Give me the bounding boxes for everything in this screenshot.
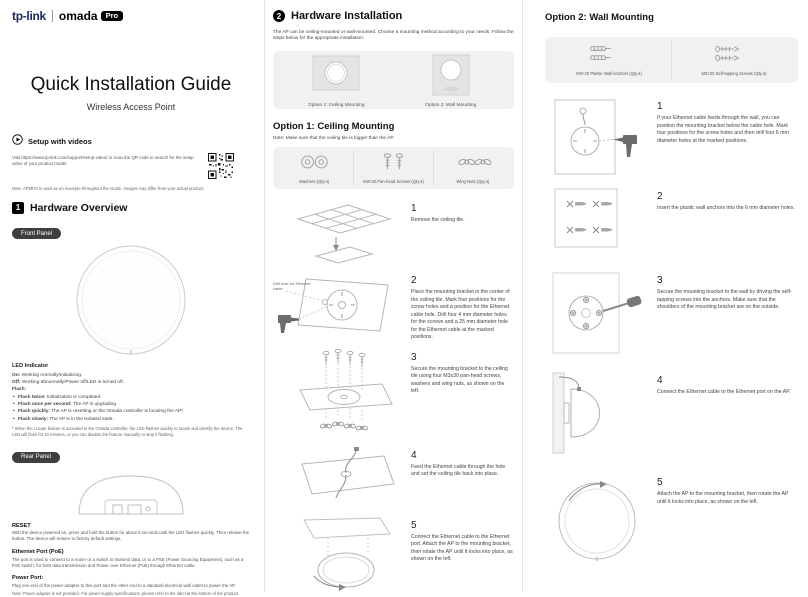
led-bullet-text: The AP is in the isolated state. [48,416,114,422]
ceiling-step-2-diagram [273,271,403,342]
wall-step-2 [545,187,798,249]
wall-step-1 [545,97,798,177]
led-bullet-label: Flash slowly: [18,416,49,422]
step-text: Connect the Ethernet cable to the Ethernet port. Attach the AP to the mounting bracket, then rotate the AP until it locks into place, as shown on the left. [411,533,513,563]
led-line-label: On: [12,372,21,378]
wall-anchors-icon [579,44,639,69]
led-heading: LED Indicator [12,363,49,370]
step-number: 2 [411,274,417,286]
ceiling-mounting-caption: Option 1: Ceiling Mounting [307,103,365,109]
step-number: 5 [657,477,663,488]
section-1-heading [12,202,250,214]
brand-header [12,8,250,24]
reset-block [12,523,250,542]
pan-head-screws-caption: M3×30 Pan-head Screws (Qty.4) [363,178,424,184]
led-line-label: Off: [12,379,21,385]
step-number: 5 [411,519,417,531]
ceiling-step-4 [273,446,514,510]
step-text: If your Ethernet cable feeds through the wall, you can position the mounting bracket below the cable hole. Mark four positions for the screw holes and then drill four 6 mm diameter holes at the marked positions. [657,115,789,144]
led-footnote: * When the Locate feature is activated in the Omada controller, the LED flashes quickly to locate and identify the device. The LED will flash for 10 minutes, or you can disable the feature manually to stop it flashing. [12,425,243,437]
option1-note: Note: Make sure that the ceiling tile is bigger than the AP. [273,135,395,141]
reset-body: With the device powered on, press and hold the button for about 5 seconds until the LED flashes quickly. Then release the button. The device will restore to factory default settings. [12,530,250,542]
led-line [12,387,250,393]
omada-logo: omada [58,9,98,23]
wing-nuts-icon [451,152,495,177]
section-1-number-badge: 1 [12,202,24,214]
wall-step-1-diagram [545,97,649,177]
step-number: 4 [411,449,417,461]
ethernet-port-block [12,549,250,568]
right-column [523,0,808,592]
led-line-text: Working abnormally/Power off/LED is turned off. [20,379,124,385]
setup-videos-heading: Setup with videos [28,136,92,146]
wall-step-3-diagram [545,271,649,355]
step-text: Place the mounting bracket in the center of the ceiling tile. Mark four positions for the screw holes and a position for the Ethernet cable hole. Drill four 4 mm diameter holes for the screws and a 25 mm diameter hole for the Ethernet cable at the marked positions. [411,288,510,341]
section-2-heading [273,10,514,22]
led-bullet-text: The AP is resetting or the Omada controller is locating the AP*. [50,409,185,415]
tp-link-logo: tp-link [12,9,46,23]
led-bullet-label: Flash twice: [18,394,46,400]
ceiling-parts-box [273,147,514,189]
step-text: Secure the mounting bracket to the ceiling tile using four M3x30 pan-head screws, washers and wing nuts, as shown on the left. [411,365,508,395]
setup-videos-body-row [12,153,250,184]
led-bullet-text: The AP is upgrading. [71,401,118,407]
washers-part [275,151,353,185]
setup-note: Note: AP9670 is used as an example throughout the Guide. Images may differ from your actual product. [12,186,205,191]
power-port-heading: Power Port: [12,575,44,582]
ceiling-step-1 [273,199,514,265]
step-number: 4 [657,375,663,386]
rear-panel-diagram [12,469,250,519]
led-bullet-label: Flash quickly: [18,409,50,415]
ceiling-step-4-diagram [273,446,403,510]
middle-column [265,0,522,592]
step-text: Insert the plastic wall anchors into the 6 mm diameter holes. [657,205,795,211]
wing-nuts-caption: Wing Nuts (Qty.4) [456,178,490,184]
section-2-number-badge: 2 [273,10,285,22]
option2-title: Option 2: Wall Mounting [545,12,654,23]
mounting-options-box [273,51,514,109]
reset-heading: RESET [12,522,31,529]
wall-mounting-caption: Option 2: Wall Mounting [425,103,477,109]
wall-step-4 [545,371,798,455]
wall-step-5-diagram [545,473,649,565]
section-2-title: Hardware Installation [291,10,403,22]
led-bullet [12,395,250,401]
tapping-screws-part [671,41,796,79]
drill-hole-label: Drill hole for Ethernet cable [273,280,311,292]
power-port-note: Note: Power adapter is not provided. For power supply specifications, please refer to the label at the bottom of the product. [12,590,240,596]
step-text: Secure the mounting bracket to the wall by driving the self-tapping screws into the anchors. Make sure that the shoulders of the mounting bracket are on the outside. [657,289,792,311]
pan-head-screws-icon [371,152,415,177]
washers-icon [292,152,336,177]
ceiling-mounting-option [301,53,371,108]
ceiling-mounting-icon [301,53,371,102]
ceiling-step-3 [273,348,514,440]
ceiling-step-5 [273,516,514,594]
play-icon [12,132,23,150]
power-port-block [12,575,250,596]
wall-anchors-caption: M3×20 Plastic Wall Anchors (Qty.4) [576,71,642,76]
led-line [12,373,250,379]
front-panel-diagram [12,243,250,361]
ethernet-port-heading: Ethernet Port (PoE) [12,549,64,556]
pan-head-screws-part [353,151,432,185]
led-line-text: Working normally/Initializing. [20,372,83,378]
led-bullet [12,402,250,408]
ceiling-step-2 [273,271,514,342]
wall-step-2-diagram [545,187,649,249]
left-column [0,0,264,596]
wall-mounting-icon [416,53,486,102]
washers-caption: Washers (Qty.4) [299,178,330,184]
wing-nuts-part [433,151,512,185]
installation-intro: The AP can be ceiling-mounted or wall-mounted. Choose a mounting method according to your needs. Follow the steps below for the appropriate installation. [273,30,514,42]
option1-title: Option 1: Ceiling Mounting [273,120,395,132]
setup-videos-row [12,132,250,150]
wall-anchors-part [547,41,671,79]
wall-mounting-option [416,53,486,108]
logo-divider [52,10,53,22]
led-bullet-label: Flash once per second: [18,401,72,407]
step-text: Connect the Ethernet cable to the Ethernet port on the AP. [657,389,791,395]
qr-code [208,153,234,184]
led-line [12,380,250,386]
rear-panel-badge: Rear Panel [12,452,60,463]
wall-step-5 [545,473,798,565]
tapping-screws-caption: M3×20 Self-tapping Screws (Qty.4) [701,71,767,76]
led-indicator-block [12,363,250,437]
led-bullet [12,417,250,423]
document-title: Quick Installation Guide [30,74,232,95]
step-text: Remove the ceiling tile. [411,216,465,223]
ceiling-step-3-diagram [273,348,403,440]
step-number: 1 [657,101,663,112]
led-line-label: Flash: [12,387,27,393]
wall-parts-box [545,37,798,83]
step-text: Attach the AP to the mounting bracket, then rotate the AP until it locks into place, as shown on the left. [657,491,789,505]
setup-videos-body: Visit https://www.tp-link.com/support/setup-video/ or scan the QR code to search for the setup video of your product model. [12,155,194,166]
power-port-body: Plug one end of the power adapter to this port and the other end to a standard electrical wall outlet to power the AP. [12,582,236,588]
step-number: 2 [657,191,663,202]
step-number: 3 [657,275,663,286]
section-1-title: Hardware Overview [30,201,128,214]
step-text: Feed the Ethernet cable through the hole and set the ceiling tile back into place. [411,463,506,478]
front-panel-badge: Front Panel [12,228,61,239]
ceiling-step-1-diagram [273,199,403,265]
led-bullet [12,409,250,415]
ethernet-port-body: The port is used to connect to a router or a switch to transmit data, or to a PSE (Power Sourcing Equipment), such as a PoE switch, for both data transmission and Power over Ethernet (PoE) through Ethernet cable. [12,556,244,568]
tapping-screws-icon [704,44,764,69]
step-number: 3 [411,351,417,363]
ceiling-step-5-diagram [273,516,403,594]
wall-step-3 [545,271,798,355]
document-subtitle: Wireless Access Point [86,102,176,112]
led-bullet-text: Initialization is completed. [45,394,102,400]
step-number: 1 [411,202,417,214]
wall-step-4-diagram [545,371,649,455]
pro-badge: Pro [101,11,124,22]
